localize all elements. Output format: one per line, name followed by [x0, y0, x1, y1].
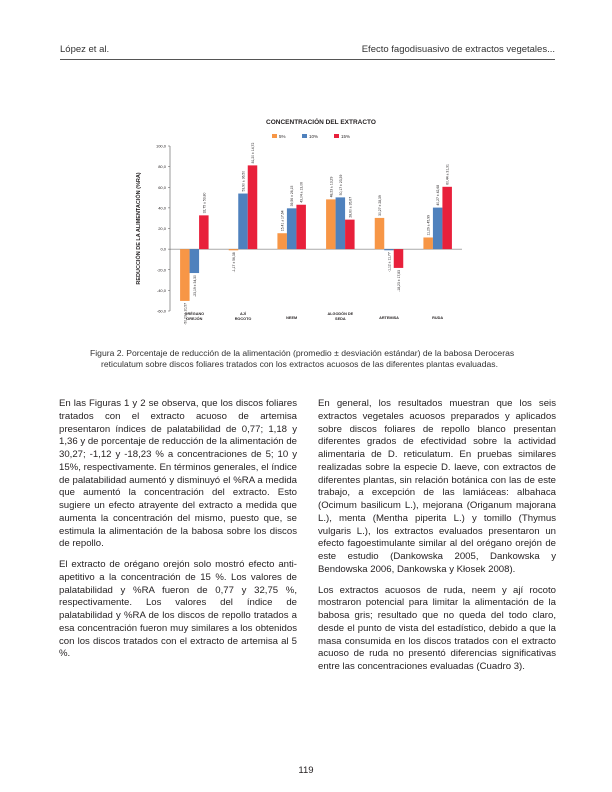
category-label: NEEM: [286, 316, 298, 320]
y-tick-label: 20,0: [158, 226, 166, 231]
bar: [345, 220, 355, 249]
bar-chart: [130, 112, 470, 327]
paragraph: El extracto de orégano orejón solo mostró efecto anti-apetitivo a la concentración de 15 %. Los valores de palatabilidad y %RA fueron de 0,77 y 32,75 %, respectivamente. Los valores del índice de palatabilidad y %RA de los discos de repollo tratados a esa concentración fueron muy similares a los obtenidos con los discos tratados con el extracto de artemisa al 5 %.: [59, 559, 297, 660]
paragraph: En general, los resultados muestran que los seis extractos vegetales acuosos preparados y aplicados sobre discos foliares de repollo blanco presentan diferentes grados de efectividad sobre la actividad alimentaria de D. reticulatum. En pruebas similares realizadas sobre la especie D. laeve, con extractos de diferentes plantas, sin relación botánica con las de este trabajo, a excepción de las lamiáceas: albahaca (Ocimum basilicum L.), mejorana (Origanum majorana L.), menta (Mentha piperita L.) y tomillo (Thymus vulgaris L.), los extractos evaluados presentaron un efecto fagoestimulante similar al del orégano orejón de este estudio (Dankowska 2005, Dankowska y Bendowska 2006, Dankowska y Kłosek 2008).: [318, 398, 556, 575]
legend-swatch: [334, 134, 339, 138]
data-label: 48,23 ± 13,29: [329, 176, 334, 198]
bar: [336, 197, 346, 249]
header-rule: [60, 59, 555, 60]
bar: [277, 233, 287, 249]
bar: [199, 215, 209, 249]
legend-label: 15%: [341, 134, 351, 139]
data-label: 40,27 ± 42,68: [436, 184, 441, 206]
y-tick-label: -40,0: [156, 287, 166, 293]
running-header: [60, 44, 555, 58]
bar: [433, 208, 443, 250]
legend-label: 5%: [279, 134, 286, 139]
data-label: 43,04 ± 13,06: [299, 182, 304, 203]
legend-swatch: [302, 134, 307, 138]
y-tick-label: 100,0: [155, 143, 166, 149]
bar: [326, 199, 336, 249]
bar: [442, 187, 452, 249]
bar: [394, 249, 404, 268]
data-label: 81,20 ± 14,72: [251, 142, 255, 164]
data-label: 15,41 ± 17,64: [280, 210, 285, 232]
category-label: ORÉGANO OREJÓN: [184, 312, 205, 321]
y-tick-label: -20,0: [156, 267, 166, 273]
header-title: Efecto fagodisuasivo de extractos vegetales...: [361, 44, 555, 55]
y-tick-label: 80,0: [158, 164, 166, 170]
data-label: 53,90 ± 36,50: [241, 170, 246, 192]
bar: [229, 249, 239, 250]
legend-label: 10%: [309, 134, 319, 139]
bar: [238, 194, 248, 250]
bar: [423, 237, 433, 249]
bar: [375, 218, 385, 249]
data-label: -18,23 ± 17,83: [397, 269, 401, 292]
data-label: 50,17 ± 23,39: [338, 174, 343, 196]
bar: [287, 208, 297, 249]
data-label: 28,60 ± 35,67: [348, 196, 353, 218]
paragraph: En las Figuras 1 y 2 se observa, que los discos foliares tratados con el extracto acuoso de artemisa presentaron índices de palatabilidad de 0,77; 1,18 y 1,36 y de porcentaje de reducción de la alimentación de 30,27; -1,12 y -18,23 % a concentraciones de 5; 10 y 15%, respectivamente. En términos generales, el índice de palatabilidad aumentó y disminuyó el %RA a medida que aumentó la concentración del extracto. Esto sugiere un efecto atrayente del extracto a medida que aumenta la concentración del mismo, puesto que, se estimula la alimentación de la babosa sobre los discos de repollo.: [59, 398, 297, 550]
body-column-left: [59, 398, 297, 669]
bar: [248, 165, 258, 249]
caption-line-1: Figura 2. Porcentaje de reducción de la alimentación (promedio ± desviación estándar) de la babosa Deroceras: [90, 348, 515, 358]
chart-title: CONCENTRACIÓN DEL EXTRACTO: [266, 119, 376, 126]
data-label: -1,12 ± 11,77: [387, 252, 392, 272]
bar: [384, 249, 394, 250]
data-label: -1,17 ± 56,38: [232, 252, 236, 273]
y-axis-label: REDUCCIÓN DE LA ALIMENTACIÓN (%RA): [136, 172, 142, 285]
y-tick-label: 60,0: [158, 184, 166, 190]
figure-caption: [90, 348, 555, 370]
bar: [190, 249, 200, 273]
caption-line-2: reticulatum sobre discos foliares tratados con los extractos acuosos de las diferentes plantas evaluadas.: [101, 359, 498, 369]
bar: [180, 249, 190, 301]
category-label: RUDA: [432, 316, 444, 320]
legend-swatch: [272, 134, 277, 138]
data-label: 60,44 ± 31,31: [445, 164, 450, 185]
header-author: López et al.: [60, 44, 110, 55]
data-label: 30,27 ± 28,39: [378, 195, 382, 216]
y-tick-label: 40,0: [158, 205, 166, 211]
page-number: 119: [298, 765, 314, 776]
category-label: ALGODÓN DE SEDA: [327, 312, 354, 321]
paragraph: Los extractos acuosos de ruda, neem y ají rocoto mostraron potencial para limitar la alimentación de la babosa gris; resultado que no queda del todo claro, desde el punto de vista del estadístico, debido a que la masa consumida en los discos tratados con el extracto acuoso de ruda no presentó diferencias significativas entre las concentraciones evaluadas (Cuadro 3).: [318, 584, 556, 672]
data-label: 32,75 ± 53,80: [202, 192, 207, 214]
category-label: ARTEMISA: [379, 316, 399, 320]
bar: [296, 205, 306, 249]
category-label: AJÍ ROCOTO: [234, 312, 252, 321]
data-label: -23,19 ± 34,30: [192, 275, 197, 297]
y-tick-label: 0,0: [160, 246, 166, 252]
data-label: 39,56 ± 26,15: [290, 185, 295, 207]
data-label: 11,29 ± 45,99: [426, 215, 431, 236]
data-label: -50,23 ± 20,57: [183, 302, 188, 325]
y-tick-label: -60,0: [156, 308, 166, 314]
body-column-right: [318, 398, 556, 682]
